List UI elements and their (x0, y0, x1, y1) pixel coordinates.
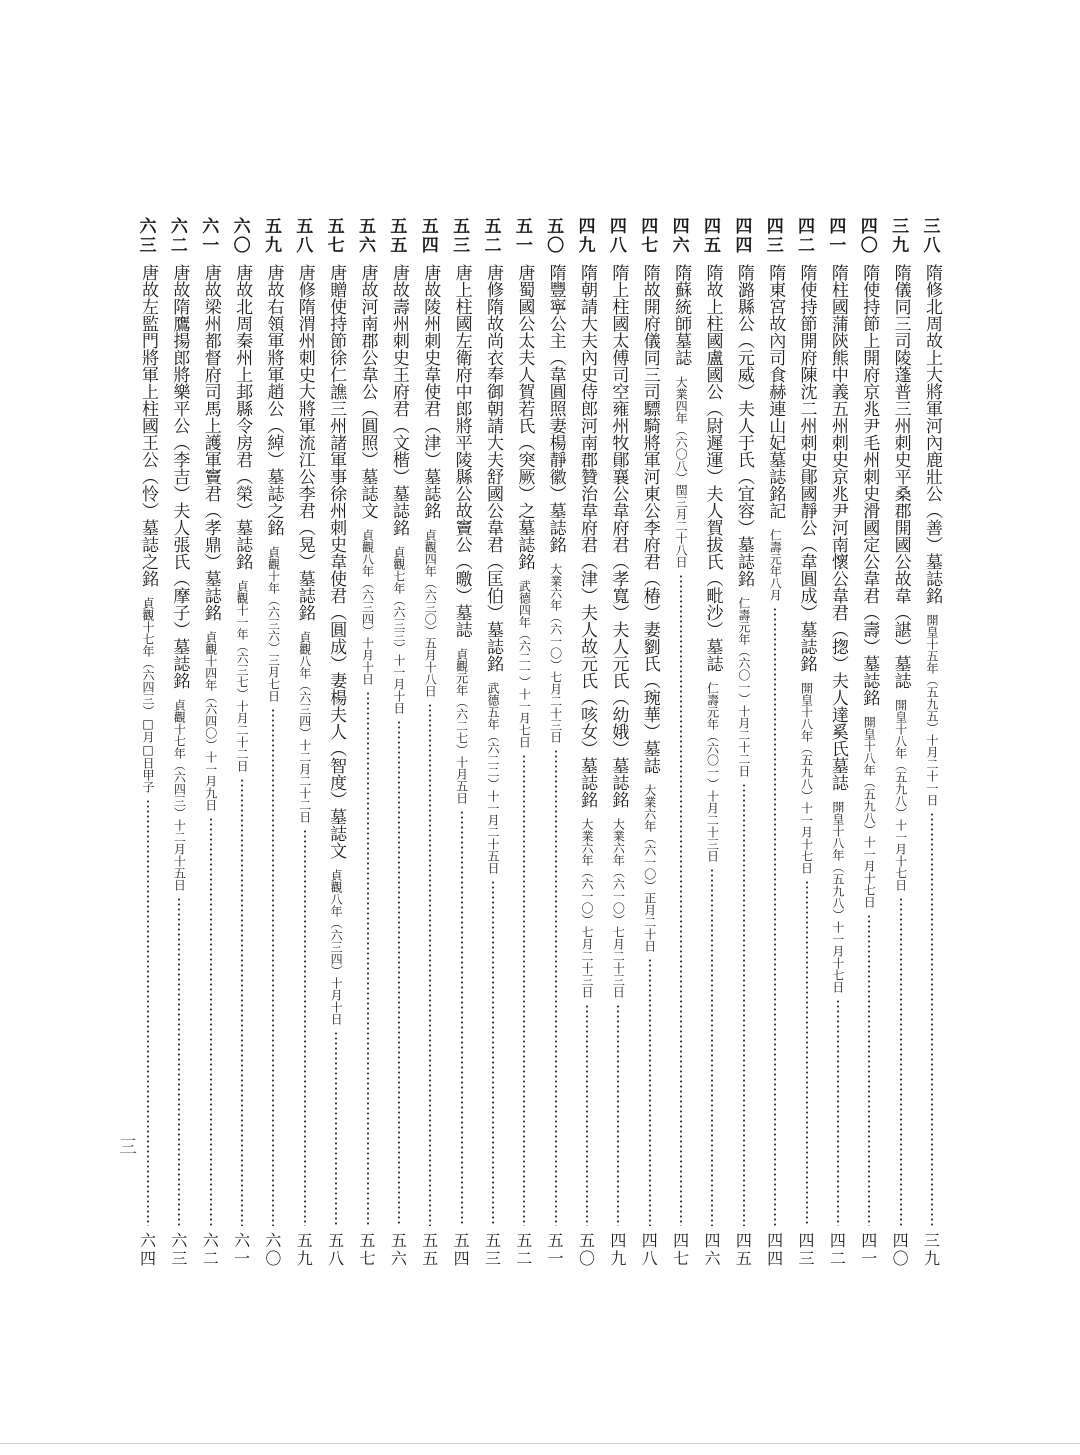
toc-entry (386, 218, 412, 1268)
entry-date: 貞觀十七年（六四三）十二月十五日 (172, 699, 187, 891)
toc-entry (260, 218, 286, 1268)
dot-leader (147, 799, 149, 1226)
entry-page-number: 四 七 (673, 1231, 690, 1268)
entry-title: 隋故上柱國盧國公（尉遲運）夫人賀拔氏（毗沙）墓誌 (702, 264, 723, 672)
dot-leader (178, 897, 180, 1226)
entry-number: 三 八 (923, 217, 941, 256)
dot-leader (586, 1004, 588, 1226)
entry-date: 武德四年（六二一）十一月七日 (517, 580, 532, 748)
entry-page-number: 四 九 (610, 1231, 627, 1268)
entry-number: 五 七 (327, 217, 345, 256)
entry-number: 五 六 (359, 217, 377, 256)
toc-entry (543, 218, 569, 1268)
dot-leader (931, 812, 933, 1226)
entry-title: 隋柱國蒲陝熊中義五州刺史京兆尹河南懷公韋君（揔）夫人達奚氏墓誌 (827, 264, 848, 791)
dot-leader (367, 691, 369, 1226)
entry-number: 四 六 (672, 217, 690, 256)
dot-leader (461, 810, 463, 1226)
entry-title: 隋朝請大夫內史侍郎河南郡贊治韋府君（津）夫人故元氏（咳女）墓誌銘 (577, 264, 598, 808)
dot-leader (241, 778, 243, 1226)
entry-title-block (731, 264, 757, 777)
entry-title: 唐贈使持節徐仁譙三州諸軍事徐州刺史韋使君（圓成）妻楊夫人（智度）墓誌文 (326, 264, 347, 859)
entry-title-block (762, 264, 788, 601)
entry-title-block (417, 264, 443, 697)
entry-page-number: 四 八 (641, 1231, 658, 1268)
entry-page-number: 五 七 (359, 1231, 376, 1268)
toc-entry (574, 218, 600, 1268)
entry-date: 仁壽元年八月 (768, 529, 783, 601)
dot-leader (711, 868, 713, 1226)
dot-leader (806, 880, 808, 1226)
entry-title: 隋蘇統師墓誌 (671, 264, 692, 366)
entry-page-number: 五 一 (547, 1231, 564, 1268)
entry-date: 開皇十八年（五九八）十一月十七日 (830, 801, 845, 993)
toc-entry (449, 218, 475, 1268)
dot-leader (335, 1031, 337, 1226)
toc-entry (511, 218, 537, 1268)
entry-date: 大業四年（六〇八）閏三月二十八日 (674, 376, 689, 568)
dot-leader (868, 914, 870, 1226)
entry-title: 唐故陵州刺史韋使君（津）墓誌銘 (420, 264, 441, 519)
entry-title-block (449, 264, 475, 804)
entry-date: 大業六年（六一〇）七月二十三日 (548, 563, 563, 743)
entry-page-number: 四 〇 (892, 1231, 909, 1268)
entry-date: 貞觀十一年（六三七）十月二十二日 (235, 580, 250, 772)
entry-number: 六 二 (170, 217, 188, 256)
entry-date: 貞觀元年（六二七）十月五日 (454, 648, 469, 804)
entry-title-block (543, 264, 569, 743)
entry-page-number: 五 三 (484, 1231, 501, 1268)
entry-date: 貞觀七年（六三三）十一月十日 (391, 546, 406, 714)
entry-page-number: 六 四 (139, 1231, 156, 1268)
page-number: 三 (116, 1137, 137, 1155)
entry-title-block (355, 264, 381, 685)
toc-entry (825, 218, 851, 1268)
entry-title: 唐上柱國左衛府中郎將平陵縣公故竇公（曒）墓誌 (451, 264, 472, 638)
entry-page-number: 五 五 (422, 1231, 439, 1268)
entry-date: 貞觀八年（六三四）十二月二十二日 (297, 631, 312, 823)
entry-title-block (323, 264, 349, 1025)
toc-entry (888, 218, 914, 1268)
entry-title-block (856, 264, 882, 908)
entry-page-number: 五 八 (328, 1231, 345, 1268)
dot-leader (304, 829, 306, 1226)
entry-title-block (605, 264, 631, 998)
entry-title: 隋儀同三司陵蓬普三州刺史平桑郡開國公故韋（諶）墓誌 (890, 264, 911, 689)
entry-title: 唐故隋鷹揚郎將樂平公（李吉）夫人張氏（摩子）墓誌銘 (169, 264, 190, 689)
entry-number: 四 四 (735, 217, 753, 256)
entry-date: 貞觀八年（六三四）十月十日 (329, 869, 344, 1025)
entry-number: 四 九 (578, 217, 596, 256)
toc-entry (605, 218, 631, 1268)
entry-number: 四 二 (798, 217, 816, 256)
entry-title-block (919, 264, 945, 806)
entry-page-number: 三 九 (923, 1231, 940, 1268)
dot-leader (398, 720, 400, 1226)
entry-number: 五 九 (264, 217, 282, 256)
entry-number: 四 七 (641, 217, 659, 256)
entry-title-block (637, 264, 663, 952)
entry-page-number: 六 〇 (265, 1231, 282, 1268)
entry-title-block (699, 264, 725, 862)
entry-number: 四 八 (609, 217, 627, 256)
entry-title: 隋故開府儀同三司驃騎將軍河東公李府君（椿）妻劉氏（琬華）墓誌 (639, 264, 660, 774)
dot-leader (680, 574, 682, 1226)
toc-entry (919, 218, 945, 1268)
dot-leader (429, 703, 431, 1226)
toc-entry (480, 218, 506, 1268)
toc-entry (794, 218, 820, 1268)
entry-date: 大業六年（六一〇）七月二十三日 (580, 818, 595, 998)
entry-number: 四 一 (829, 217, 847, 256)
toc-entry (731, 218, 757, 1268)
entry-date: 貞觀十四年（六四〇）十一月九日 (203, 631, 218, 811)
entry-title-block (574, 264, 600, 998)
dot-leader (272, 708, 274, 1226)
toc-entry (323, 218, 349, 1268)
entry-title-block (668, 264, 694, 568)
entry-page-number: 五 二 (516, 1231, 533, 1268)
toc-entry (637, 218, 663, 1268)
entry-date: 貞觀十年（六三六）三月七日 (266, 546, 281, 702)
entry-date: 開皇十八年（五九八）十一月十七日 (799, 682, 814, 874)
toc-entry (229, 218, 255, 1268)
entry-page-number: 四 四 (767, 1231, 784, 1268)
entry-page-number: 四 六 (704, 1231, 721, 1268)
entry-title-block (794, 264, 820, 874)
entry-number: 五 四 (421, 217, 439, 256)
entry-title: 唐故梁州都督府司馬上護軍竇君（孝鼎）墓誌銘 (200, 264, 221, 621)
entry-title: 唐故右領軍將軍趙公（綽）墓誌之銘 (263, 264, 284, 536)
entry-title: 隋上柱國太傅司空雍州牧鄖襄公韋府君（孝寬）夫人元氏（幼娥）墓誌銘 (608, 264, 629, 808)
dot-leader (649, 958, 651, 1226)
entry-title-block (480, 264, 506, 874)
entry-date: 貞觀四年（六三〇）五月十八日 (423, 529, 438, 697)
entry-page-number: 五 六 (390, 1231, 407, 1268)
entry-title-block (260, 264, 286, 702)
dot-leader (492, 880, 494, 1226)
entry-page-number: 四 一 (861, 1231, 878, 1268)
entry-number: 六 〇 (233, 217, 251, 256)
entry-page-number: 四 三 (798, 1231, 815, 1268)
dot-leader (900, 897, 902, 1226)
entry-page-number: 五 四 (453, 1231, 470, 1268)
entry-title: 唐故壽州刺史王府君（文楷）墓誌銘 (388, 264, 409, 536)
entry-number: 六 一 (202, 217, 220, 256)
entry-title: 隋東宮故內司食赫連山妃墓誌銘記 (765, 264, 786, 519)
toc-entry (699, 218, 725, 1268)
entry-number: 四 〇 (860, 217, 878, 256)
entry-title-block (888, 264, 914, 891)
entry-date: 開皇十八年（五九八）十一月十七日 (862, 716, 877, 908)
entry-title-block (292, 264, 318, 823)
dot-leader (523, 754, 525, 1226)
entry-date: 大業六年（六一〇）正月二十日 (642, 784, 657, 952)
entry-title: 隋使持節開府陳沈二州刺史鄖國靜公（韋圓成）墓誌銘 (796, 264, 817, 672)
entry-page-number: 五 〇 (579, 1231, 596, 1268)
entry-date: 貞觀十七年（六四三）□月□日甲子 (141, 597, 155, 793)
entry-number: 五 五 (390, 217, 408, 256)
toc-entry (198, 218, 224, 1268)
entry-title: 唐故左監門將軍上柱國王公（怜）墓誌之銘 (138, 264, 158, 587)
entry-number: 四 五 (703, 217, 721, 256)
entry-page-number: 六 二 (202, 1231, 219, 1268)
entry-number: 六 三 (139, 217, 157, 256)
entry-number: 五 一 (515, 217, 533, 256)
entry-number: 五 八 (296, 217, 314, 256)
dot-leader (555, 749, 557, 1226)
entry-number: 五 三 (453, 217, 471, 256)
entry-date: 貞觀八年（六三四）十月十日 (360, 529, 375, 685)
toc-entry (292, 218, 318, 1268)
entry-page-number: 六 三 (171, 1231, 188, 1268)
entry-title: 唐故北周秦州上邽縣令房君（榮）墓誌銘 (232, 264, 253, 570)
toc-entry (417, 218, 443, 1268)
toc-entry (355, 218, 381, 1268)
dot-leader (743, 783, 745, 1226)
entry-title-block (166, 264, 192, 891)
entry-title: 唐蜀國公太夫人賀若氏（突厥）之墓誌銘 (514, 264, 535, 570)
entry-date: 武德五年（六二二）十一月二十五日 (485, 682, 500, 874)
entry-title-block (511, 264, 537, 748)
entry-title: 隋豐寧公主（韋圓照妻楊靜徽）墓誌銘 (545, 264, 566, 553)
entry-title: 隋使持節上開府京兆尹毛州刺史滑國定公韋君（壽）墓誌銘 (859, 264, 880, 706)
entry-date: 開皇十八年（五九八）十一月十七日 (893, 699, 908, 891)
entry-page-number: 六 一 (234, 1231, 251, 1268)
dot-leader (617, 1004, 619, 1226)
entry-date: 仁壽元年（六〇一）十月二十二日 (736, 597, 751, 777)
toc-entry (166, 218, 192, 1268)
entry-page-number: 四 二 (829, 1231, 846, 1268)
entry-title: 唐故河南郡公韋公（圓照）墓誌文 (357, 264, 378, 519)
entry-title: 唐修隋渭州刺史大將軍流江公李君（晃）墓誌銘 (294, 264, 315, 621)
entry-title: 隋修北周故上大將軍河內鹿壯公（善）墓誌銘 (921, 264, 942, 604)
toc-entry (762, 218, 788, 1268)
toc-entry (856, 218, 882, 1268)
entry-date: 大業六年（六一〇）七月二十三日 (611, 818, 626, 998)
entry-title: 隋潞縣公（元威）夫人于氏（宜容）墓誌銘 (733, 264, 754, 587)
entry-title-block (825, 264, 851, 993)
entry-number: 四 三 (766, 217, 784, 256)
entry-date: 仁壽元年（六〇一）十月二十三日 (705, 682, 720, 862)
entry-page-number: 五 九 (296, 1231, 313, 1268)
toc-entry (668, 218, 694, 1268)
entry-title-block (229, 264, 255, 772)
entry-title: 唐修隋故尚衣奉御朝請大夫舒國公韋君（匡伯）墓誌銘 (482, 264, 503, 672)
entry-date: 開皇十五年（五九五）十月二十一日 (924, 614, 939, 806)
dot-leader (837, 999, 839, 1226)
toc-entry (135, 218, 161, 1268)
entry-page-number: 四 五 (735, 1231, 752, 1268)
bottom-rule (0, 1443, 1080, 1444)
entry-title-block (198, 264, 224, 811)
entry-number: 三 九 (892, 217, 910, 256)
table-of-contents (135, 218, 945, 1268)
dot-leader (210, 817, 212, 1226)
dot-leader (774, 607, 776, 1226)
entry-title-block (135, 264, 161, 793)
entry-number: 五 二 (484, 217, 502, 256)
entry-number: 五 〇 (547, 217, 565, 256)
entry-title-block (386, 264, 412, 714)
